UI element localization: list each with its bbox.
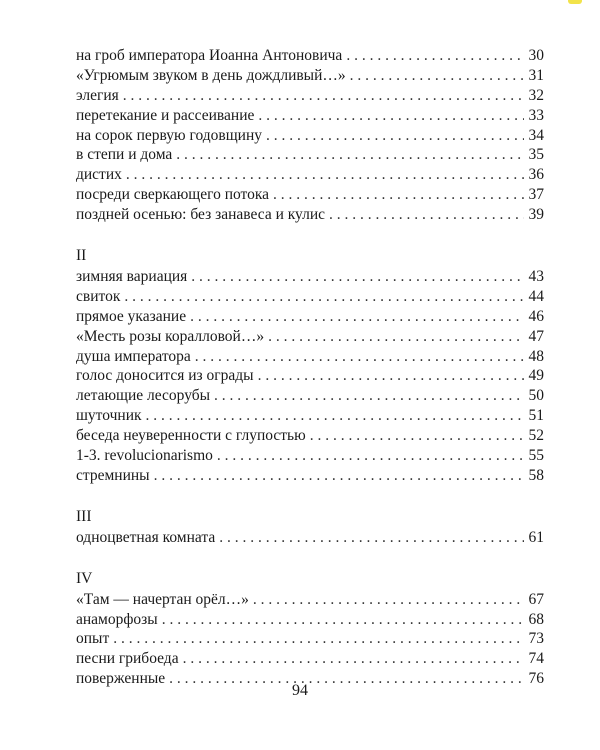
toc-entry-title: прямое указание [76,307,187,325]
toc-entry-title: голос доносится из ограды [76,367,254,385]
toc-entry-page: 51 [528,407,544,425]
dot-leader [113,629,524,649]
section-heading: III [76,507,92,525]
toc-entry[interactable] [76,106,544,126]
toc-entry-title: «Месть розы коралловой…» [76,327,265,345]
dot-leader [310,426,524,446]
toc-entry-title: «Там — начертан орёл…» [76,590,249,608]
toc-entry-page: 33 [528,106,544,124]
dot-leader [350,66,524,86]
toc-entry[interactable] [76,426,544,446]
dot-leader [266,126,524,146]
toc-entry-page: 47 [528,327,544,345]
dot-leader [126,165,524,185]
toc-entry-title: дистих [76,166,122,184]
toc-entry-page: 74 [528,650,544,668]
toc-entry-page: 73 [528,630,544,648]
toc-entry-page: 44 [528,287,544,305]
toc-entry-page: 30 [528,47,544,64]
section-heading: IV [76,569,93,587]
toc-entry-title: опыт [76,630,110,648]
toc-entry[interactable] [76,629,544,649]
toc-entry[interactable] [76,347,544,367]
dot-leader [146,406,524,426]
toc-entry-page: 43 [528,268,544,286]
toc-entry-title: поверженные [76,670,166,688]
toc-section-2 [76,246,544,486]
toc-entry-title: одноцветная комната [76,528,216,546]
toc-entry-page: 37 [528,186,544,204]
toc-entry-title: песни грибоеда [76,650,179,668]
dot-leader [258,366,524,386]
dot-leader [190,307,524,327]
dot-leader [217,446,524,466]
dot-leader [176,145,524,165]
toc-entry-page: 76 [528,670,544,688]
toc-entry[interactable] [76,446,544,466]
dot-leader [346,46,524,66]
toc-entry-title: беседа неуверенности с глупостью [76,427,306,445]
dot-leader [162,610,524,630]
toc-entry[interactable] [76,165,544,185]
toc-entry-title: перетекание и рассеивание [76,106,255,124]
toc-entry[interactable] [76,205,544,225]
toc-entry-page: 52 [528,427,544,445]
toc-entry[interactable] [76,649,544,669]
toc-entry-title: элегия [76,86,119,104]
dot-leader [124,287,524,307]
table-of-contents [76,46,544,689]
toc-entry-title: зимняя вариация [76,268,188,286]
dot-leader [154,466,524,486]
dot-leader [191,267,524,287]
dot-leader [123,86,524,106]
toc-entry[interactable] [76,386,544,406]
toc-entry-page: 48 [528,347,544,365]
toc-entry-page: 34 [528,126,544,144]
toc-entry[interactable] [76,267,544,287]
toc-entry-page: 49 [528,367,544,385]
toc-entry-title: «Угрюмым звуком в день дождливый…» [76,66,346,84]
toc-entry-page: 35 [528,146,544,164]
section-heading: II [76,247,87,265]
toc-entry-title: свиток [76,287,121,305]
toc-entry[interactable] [76,86,544,106]
toc-entry-page: 55 [528,447,544,465]
toc-entry[interactable] [76,307,544,327]
toc-entry[interactable] [76,126,544,146]
toc-entry[interactable] [76,327,544,347]
toc-entry-title: на гроб императора Иоанна Антоновича [76,47,343,64]
page-number: 94 [292,682,308,699]
toc-section-1 [76,46,544,225]
toc-entry-page: 39 [528,206,544,224]
dot-leader [253,590,524,610]
toc-entry[interactable] [76,287,544,307]
toc-entry[interactable] [76,406,544,426]
dot-leader [329,205,524,225]
toc-entry-page: 32 [528,86,544,104]
toc-entry[interactable] [76,66,544,86]
toc-entry-title: анаморфозы [76,610,158,628]
toc-entry[interactable] [76,145,544,165]
toc-entry-page: 58 [528,466,544,484]
dot-leader [273,185,524,205]
toc-section-4 [76,569,544,689]
toc-entry[interactable] [76,590,544,610]
dot-leader [195,347,524,367]
toc-entry[interactable] [76,610,544,630]
toc-entry-page: 50 [528,387,544,405]
toc-entry[interactable] [76,366,544,386]
toc-entry-page: 46 [528,307,544,325]
toc-entry-title: 1-3. revolucionarismo [76,447,213,465]
toc-entry-title: посреди сверкающего потока [76,186,270,204]
toc-entry-page: 61 [528,528,544,546]
toc-entry[interactable] [76,466,544,486]
toc-entry-page: 36 [528,166,544,184]
dot-leader [183,649,524,669]
dot-leader [258,106,524,126]
toc-entry[interactable] [76,46,544,66]
toc-entry[interactable] [76,528,544,548]
dot-leader [214,386,524,406]
toc-entry[interactable] [76,185,544,205]
dot-leader [219,528,524,548]
toc-entry-title: шуточник [76,407,142,425]
toc-entry-page: 31 [528,66,544,84]
toc-entry-page: 67 [528,590,544,608]
dot-leader [268,327,524,347]
page-corner-mark [568,0,582,4]
toc-entry-title: душа императора [76,347,191,365]
toc-entry-page: 68 [528,610,544,628]
toc-entry-title: летающие лесорубы [76,387,211,405]
toc-entry-title: стремнины [76,466,150,484]
toc-entry-title: на сорок первую годовщину [76,126,263,144]
toc-entry-title: в степи и дома [76,146,173,164]
toc-entry-title: поздней осенью: без занавеса и кулис [76,206,326,224]
toc-section-3 [76,507,544,548]
